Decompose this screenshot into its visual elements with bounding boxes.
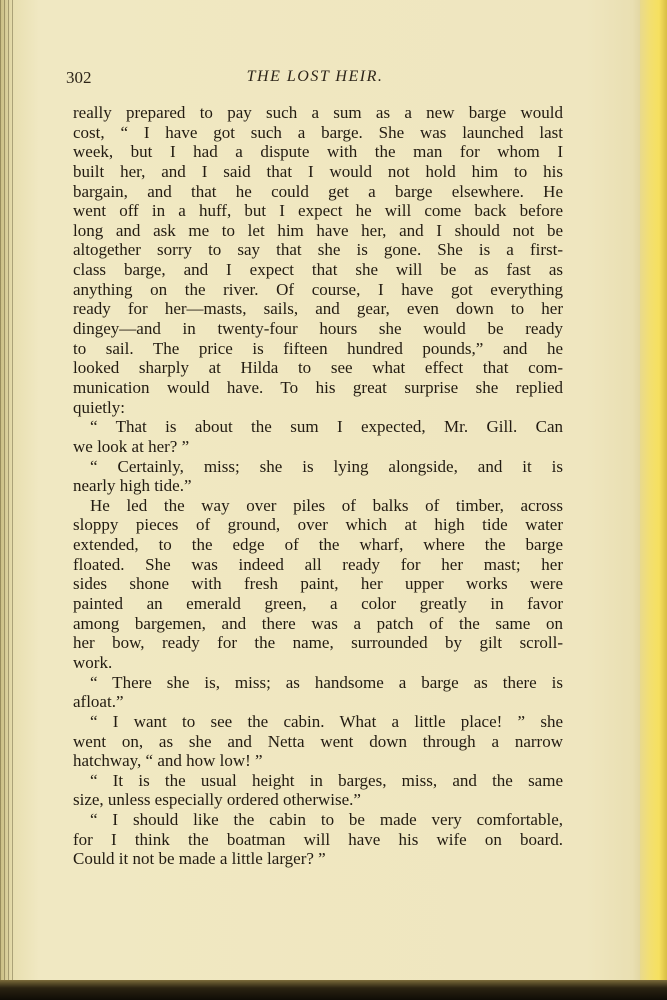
body-text bbox=[73, 103, 563, 869]
text-line: built her, and I said that I would not hold him to his bbox=[73, 161, 563, 181]
text-line: painted an emerald green, a color greatly in favor bbox=[73, 594, 563, 614]
text-line: work. bbox=[73, 652, 113, 672]
text-line: long and ask me to let him have her, and I should not be bbox=[73, 220, 563, 240]
text-line: for I think the boatman will have his wife on board. bbox=[73, 829, 563, 849]
text-line: “ Certainly, miss; she is lying alongside, and it is bbox=[90, 456, 563, 476]
page-header bbox=[66, 68, 564, 92]
text-line: “ I should like the cabin to be made very comfortable, bbox=[90, 810, 563, 830]
text-line: really prepared to pay such a sum as a new barge would bbox=[73, 103, 563, 122]
text-line: “ That is about the sum I expected, Mr. Gill. Can bbox=[90, 417, 563, 437]
text-line: dingey—and in twenty-four hours she would be ready bbox=[73, 319, 563, 339]
page-edge-bottom bbox=[0, 980, 667, 1000]
text-line: nearly high tide.” bbox=[73, 476, 192, 496]
text-line: extended, to the edge of the wharf, where the barge bbox=[73, 535, 563, 555]
text-line: altogether sorry to say that she is gone. She is a first- bbox=[73, 240, 563, 260]
text-line: looked sharply at Hilda to see what effect that com- bbox=[73, 358, 563, 378]
text-line: cost, “ I have got such a barge. She was launched last bbox=[73, 122, 563, 142]
text-line: went on, as she and Netta went down through a narrow bbox=[73, 731, 563, 751]
text-line: size, unless especially ordered otherwise.” bbox=[73, 790, 361, 810]
text-line: afloat.” bbox=[73, 692, 124, 712]
text-line: munication would have. To his great surprise she replied bbox=[73, 377, 563, 397]
text-line: floated. She was indeed all ready for her mast; her bbox=[73, 554, 563, 574]
text-line: class barge, and I expect that she will be as fast as bbox=[73, 260, 563, 280]
text-line: went off in a huff, but I expect he will come back before bbox=[73, 201, 563, 221]
running-title: THE LOST HEIR. bbox=[246, 68, 384, 85]
text-line: Could it not be made a little larger? ” bbox=[73, 849, 326, 869]
text-line: week, but I had a dispute with the man for whom I bbox=[73, 142, 563, 162]
spine-edge bbox=[0, 0, 14, 985]
text-line: bargain, and that he could get a barge elsewhere. He bbox=[73, 181, 563, 201]
text-line: we look at her? ” bbox=[73, 436, 190, 456]
text-line: He led the way over piles of balks of timber, across bbox=[90, 495, 563, 515]
text-line: sides shone with fresh paint, her upper works were bbox=[73, 574, 563, 594]
page-edge-right bbox=[640, 0, 667, 1000]
text-line: “ I want to see the cabin. What a little place! ” she bbox=[90, 711, 563, 731]
text-line: her bow, ready for the name, surrounded by gilt scroll- bbox=[73, 633, 563, 653]
text-line: quietly: bbox=[73, 397, 125, 417]
text-line: to sail. The price is fifteen hundred pounds,” and he bbox=[73, 338, 563, 358]
text-line: anything on the river. Of course, I have got everything bbox=[73, 279, 563, 299]
page-number: 302 bbox=[66, 68, 92, 87]
text-line: ready for her—masts, sails, and gear, even down to her bbox=[73, 299, 563, 319]
text-line: “ It is the usual height in barges, miss, and the same bbox=[90, 770, 563, 790]
text-line: “ There she is, miss; as handsome a barge as there is bbox=[90, 672, 563, 692]
text-line: among bargemen, and there was a patch of the same on bbox=[73, 613, 563, 633]
text-line: hatchway, “ and how low! ” bbox=[73, 751, 263, 771]
text-line: sloppy pieces of ground, over which at high tide water bbox=[73, 515, 563, 535]
